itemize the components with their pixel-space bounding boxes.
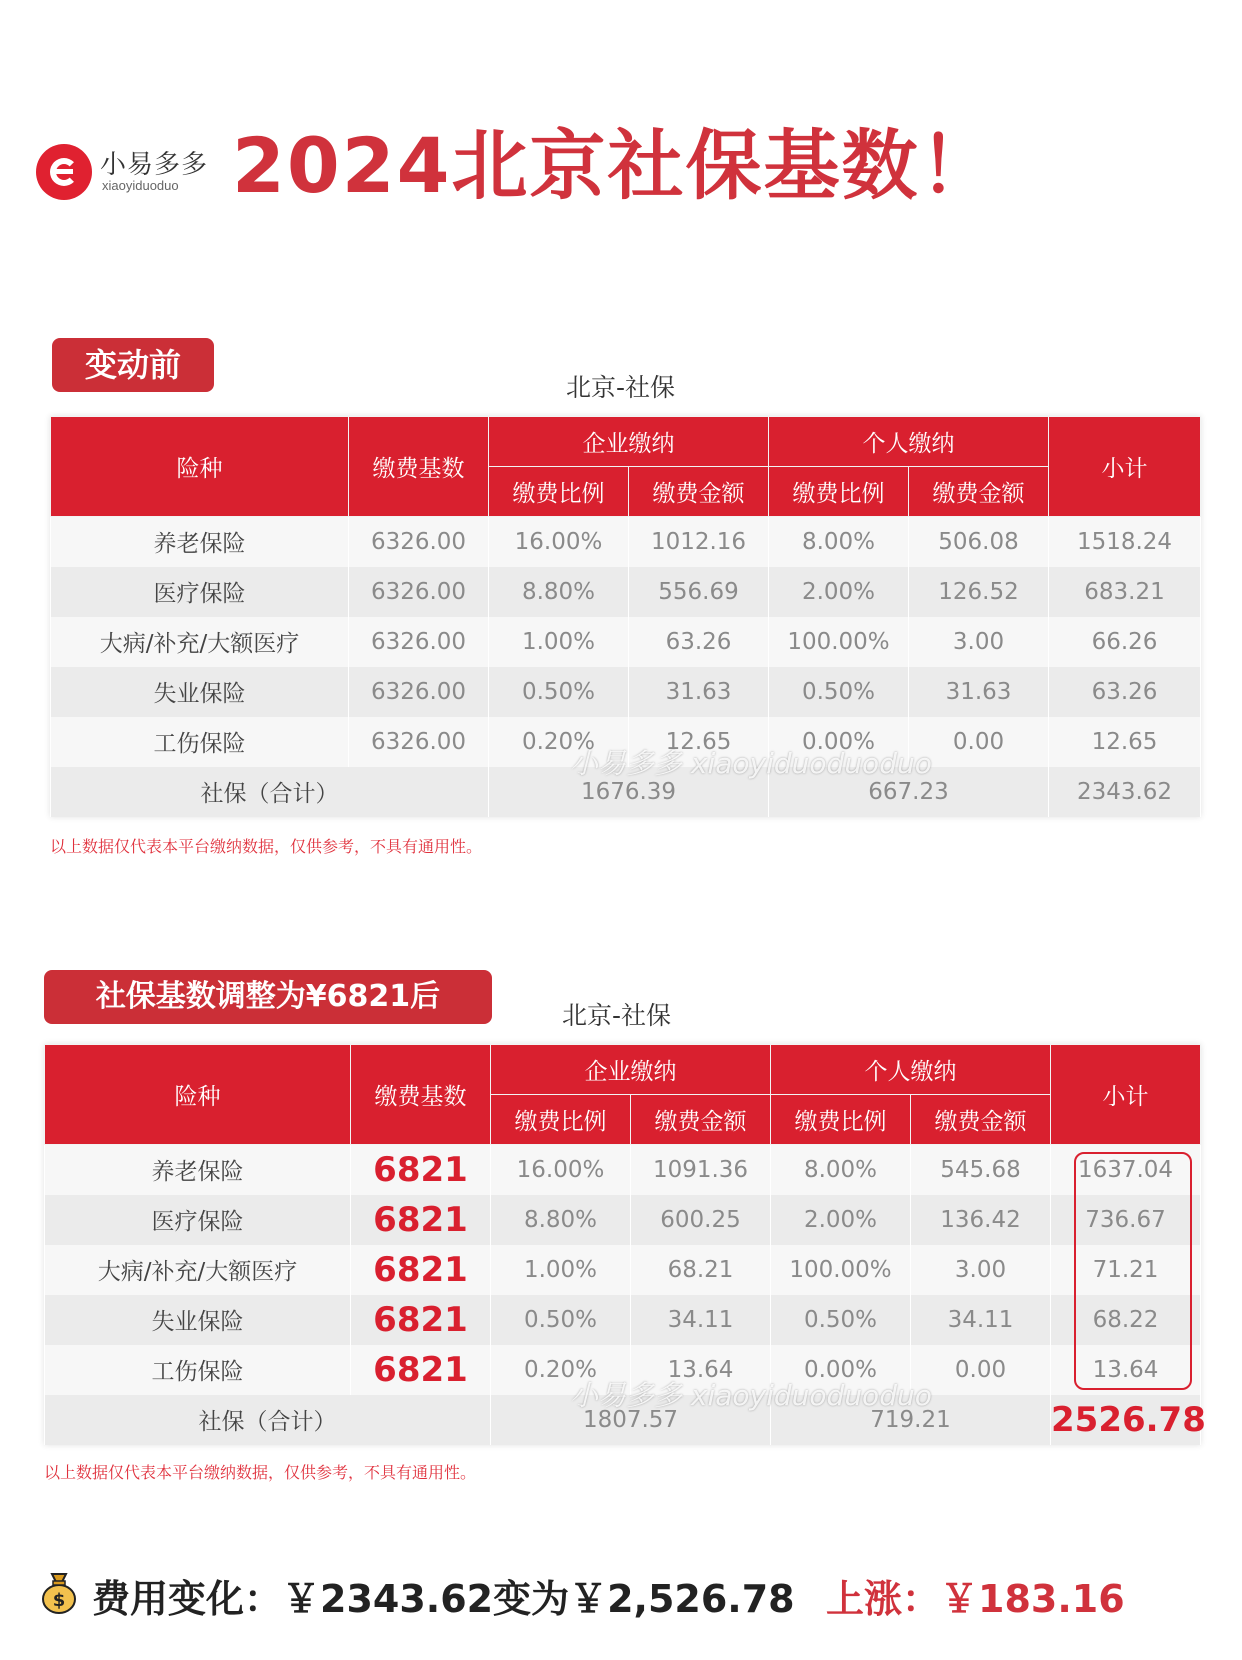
- cell-company-rate: 0.20%: [491, 1345, 631, 1395]
- table-row: [51, 617, 1201, 667]
- cell-personal-rate: 0.00%: [769, 717, 909, 767]
- cell-subtotal: 1518.24: [1049, 517, 1201, 567]
- cell-subtotal: 12.65: [1049, 717, 1201, 767]
- cell-company-amount: 12.65: [629, 717, 769, 767]
- cell-total-label: 社保（合计）: [45, 1395, 491, 1445]
- cell-company-rate: 8.80%: [489, 567, 629, 617]
- cell-personal-rate: 0.50%: [771, 1295, 911, 1345]
- cell-total-personal: 719.21: [771, 1395, 1051, 1445]
- cell-personal-amount: 31.63: [909, 667, 1049, 717]
- col-header-personal: 个人缴纳: [769, 417, 1049, 467]
- cell-subtotal: 68.22: [1051, 1295, 1201, 1345]
- cell-company-rate: 1.00%: [489, 617, 629, 667]
- col-header-company: 企业缴纳: [491, 1045, 771, 1095]
- cell-personal-rate: 100.00%: [769, 617, 909, 667]
- cost-rise-text: 上涨：￥183.16: [826, 1577, 1125, 1621]
- cell-personal-amount: 0.00: [911, 1345, 1051, 1395]
- cell-subtotal: 13.64: [1051, 1345, 1201, 1395]
- disclaimer-note: 以上数据仅代表本平台缴纳数据，仅供参考，不具有通用性。: [50, 837, 483, 856]
- cost-change-text: 费用变化：￥2343.62变为￥2,526.78: [92, 1577, 795, 1621]
- table-row: [45, 1295, 1201, 1345]
- cell-subtotal: 66.26: [1049, 617, 1201, 667]
- cell-personal-amount: 126.52: [909, 567, 1049, 617]
- cell-base: 6821: [351, 1295, 491, 1345]
- cell-subtotal: 63.26: [1049, 667, 1201, 717]
- cell-type: 养老保险: [51, 517, 349, 567]
- col-header-personal-rate: 缴费比例: [771, 1095, 911, 1145]
- cell-company-amount: 31.63: [629, 667, 769, 717]
- cell-company-amount: 68.21: [631, 1245, 771, 1295]
- cell-company-rate: 16.00%: [489, 517, 629, 567]
- cell-company-amount: 556.69: [629, 567, 769, 617]
- col-header-company: 企业缴纳: [489, 417, 769, 467]
- money-bag-icon: [40, 1570, 78, 1614]
- cell-total-subtotal: 2526.78: [1051, 1395, 1201, 1445]
- cell-type: 工伤保险: [45, 1345, 351, 1395]
- col-header-company-amount: 缴费金额: [631, 1095, 771, 1145]
- brand-logo-icon: [36, 144, 92, 200]
- cell-personal-amount: 3.00: [911, 1245, 1051, 1295]
- col-header-personal-amount: 缴费金额: [909, 467, 1049, 517]
- cell-personal-amount: 506.08: [909, 517, 1049, 567]
- table-row: [51, 517, 1201, 567]
- cell-total-label: 社保（合计）: [51, 767, 489, 817]
- subtotal-highlight-box: [1074, 1152, 1192, 1390]
- cell-personal-rate: 0.50%: [769, 667, 909, 717]
- col-header-company-amount: 缴费金额: [629, 467, 769, 517]
- col-header-personal-rate: 缴费比例: [769, 467, 909, 517]
- cell-type: 医疗保险: [51, 567, 349, 617]
- col-header-base: 缴费基数: [349, 417, 489, 517]
- col-header-type: 险种: [45, 1045, 351, 1145]
- cell-company-rate: 0.50%: [491, 1295, 631, 1345]
- cell-company-amount: 1091.36: [631, 1145, 771, 1195]
- cell-subtotal: 736.67: [1051, 1195, 1201, 1245]
- cell-total-company: 1807.57: [491, 1395, 771, 1445]
- cell-type: 工伤保险: [51, 717, 349, 767]
- cell-type: 失业保险: [45, 1295, 351, 1345]
- cell-company-rate: 0.50%: [489, 667, 629, 717]
- col-header-base: 缴费基数: [351, 1045, 491, 1145]
- cell-company-rate: 16.00%: [491, 1145, 631, 1195]
- cell-personal-amount: 34.11: [911, 1295, 1051, 1345]
- cell-base: 6821: [351, 1245, 491, 1295]
- cell-type: 大病/补充/大额医疗: [45, 1245, 351, 1295]
- cell-company-rate: 1.00%: [491, 1245, 631, 1295]
- cell-personal-rate: 8.00%: [771, 1145, 911, 1195]
- cell-company-amount: 13.64: [631, 1345, 771, 1395]
- col-header-type: 险种: [51, 417, 349, 517]
- cell-personal-rate: 2.00%: [769, 567, 909, 617]
- cell-type: 大病/补充/大额医疗: [51, 617, 349, 667]
- cell-base: 6326.00: [349, 517, 489, 567]
- brand-subtitle: xiaoyiduoduo: [102, 178, 179, 193]
- watermark: 小易多多 xiaoyiduoduoduo: [570, 1379, 932, 1412]
- cell-subtotal: 683.21: [1049, 567, 1201, 617]
- cell-personal-rate: 8.00%: [769, 517, 909, 567]
- page-title: 2024北京社保基数！: [232, 121, 998, 210]
- col-header-personal: 个人缴纳: [771, 1045, 1051, 1095]
- col-header-company-rate: 缴费比例: [491, 1095, 631, 1145]
- cell-base: 6821: [351, 1195, 491, 1245]
- table-row: [45, 1245, 1201, 1295]
- svg-text:$: $: [52, 1590, 66, 1611]
- cell-type: 失业保险: [51, 667, 349, 717]
- cell-personal-amount: 3.00: [909, 617, 1049, 667]
- cell-company-rate: 8.80%: [491, 1195, 631, 1245]
- cell-personal-rate: 100.00%: [771, 1245, 911, 1295]
- cell-type: 医疗保险: [45, 1195, 351, 1245]
- cell-company-amount: 1012.16: [629, 517, 769, 567]
- col-header-subtotal: 小计: [1051, 1045, 1201, 1145]
- cell-company-amount: 600.25: [631, 1195, 771, 1245]
- cell-base: 6326.00: [349, 617, 489, 667]
- cell-base: 6326.00: [349, 567, 489, 617]
- cell-personal-rate: 2.00%: [771, 1195, 911, 1245]
- col-header-personal-amount: 缴费金额: [911, 1095, 1051, 1145]
- table-subtitle-after: 北京-社保: [562, 1001, 672, 1030]
- section-tag-after: 社保基数调整为¥6821后: [44, 970, 492, 1024]
- cell-personal-amount: 545.68: [911, 1145, 1051, 1195]
- cell-base: 6326.00: [349, 717, 489, 767]
- cell-type: 养老保险: [45, 1145, 351, 1195]
- brand-name: 小易多多: [100, 150, 209, 180]
- cell-company-amount: 34.11: [631, 1295, 771, 1345]
- cell-company-rate: 0.20%: [489, 717, 629, 767]
- cell-subtotal: 1637.04: [1051, 1145, 1201, 1195]
- cell-total-subtotal: 2343.62: [1049, 767, 1201, 817]
- cell-base: 6821: [351, 1345, 491, 1395]
- cell-personal-amount: 0.00: [909, 717, 1049, 767]
- cell-base: 6821: [351, 1145, 491, 1195]
- section-tag-before: 变动前: [52, 338, 214, 392]
- watermark: 小易多多 xiaoyiduoduoduo: [570, 747, 932, 780]
- table-row: [51, 567, 1201, 617]
- table-row: [45, 1195, 1201, 1245]
- cell-total-personal: 667.23: [769, 767, 1049, 817]
- table-subtitle-before: 北京-社保: [566, 373, 676, 402]
- cell-subtotal: 71.21: [1051, 1245, 1201, 1295]
- disclaimer-note: 以上数据仅代表本平台缴纳数据，仅供参考，不具有通用性。: [44, 1463, 477, 1482]
- cell-personal-amount: 136.42: [911, 1195, 1051, 1245]
- cell-company-amount: 63.26: [629, 617, 769, 667]
- table-row: [45, 1145, 1201, 1195]
- cell-personal-rate: 0.00%: [771, 1345, 911, 1395]
- cell-total-company: 1676.39: [489, 767, 769, 817]
- col-header-company-rate: 缴费比例: [489, 467, 629, 517]
- table-row: [51, 667, 1201, 717]
- cell-base: 6326.00: [349, 667, 489, 717]
- col-header-subtotal: 小计: [1049, 417, 1201, 517]
